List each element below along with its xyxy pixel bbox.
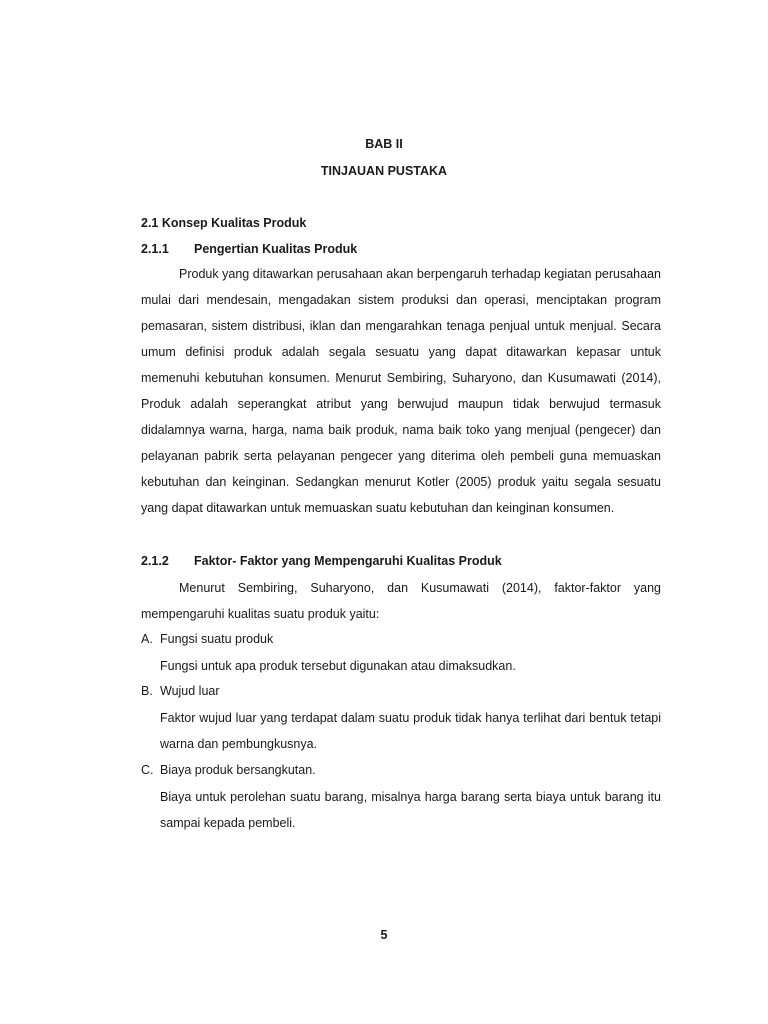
list-item-letter: C. bbox=[141, 763, 154, 777]
section-number: 2.1.2 bbox=[141, 554, 169, 568]
list-item-label bbox=[141, 763, 316, 777]
section-heading-2-1-2 bbox=[141, 554, 502, 568]
chapter-title: TINJAUAN PUSTAKA bbox=[320, 164, 448, 178]
section-number: 2.1.1 bbox=[141, 242, 169, 256]
list-item-label bbox=[141, 632, 273, 646]
section-heading-2-1-1 bbox=[141, 242, 357, 256]
list-item-letter: B. bbox=[141, 684, 153, 698]
list-item-title: Biaya produk bersangkutan. bbox=[160, 763, 316, 777]
list-item-title: Wujud luar bbox=[160, 684, 220, 698]
list-item-body: Fungsi untuk apa produk tersebut digunakan atau dimaksudkan. bbox=[160, 659, 516, 673]
list-item-body: Faktor wujud luar yang terdapat dalam suatu produk tidak hanya terlihat dari bentuk tetapi warna dan pembungkusnya. bbox=[160, 711, 661, 751]
section-heading-2-1: 2.1 Konsep Kualitas Produk bbox=[141, 216, 307, 230]
list-item-title: Fungsi suatu produk bbox=[160, 632, 274, 646]
body-paragraph: Menurut Sembiring, Suharyono, dan Kusumawati (2014), faktor-faktor yang mempengaruhi kualitas suatu produk yaitu: bbox=[141, 581, 661, 621]
list-item-body: Biaya untuk perolehan suatu barang, misalnya harga barang serta biaya untuk barang itu sampai kepada pembeli. bbox=[160, 790, 661, 830]
list-item-label bbox=[141, 684, 220, 698]
page-number: 5 bbox=[380, 928, 388, 942]
chapter-label: BAB II bbox=[365, 137, 403, 151]
section-title: Pengertian Kualitas Produk bbox=[194, 242, 358, 256]
body-paragraph: Produk yang ditawarkan perusahaan akan berpengaruh terhadap kegiatan perusahaan mulai dari mendesain, mengadakan sistem produksi dan operasi, menciptakan program pemasaran, sistem distribusi, iklan dan mengarahkan tenaga penjual untuk menjual. Secara umum definisi produk adalah segala sesuatu yang dapat ditawarkan kepasar untuk memenuhi kebutuhan konsumen. Menurut Sembiring, Suharyono, dan Kusumawati (2014), Produk adalah seperangkat atribut yang berwujud maupun tidak berwujud termasuk didalamnya warna, harga, nama baik produk, nama baik toko yang menjual (pengecer) dan pelayanan pabrik serta pelayanan pengecer yang diterima oleh pembeli guna memuaskan kebutuhan dan keinginan. Sedangkan menurut Kotler (2005) produk yaitu segala sesuatu yang dapat ditawarkan untuk memuaskan suatu kebutuhan dan keinginan konsumen. bbox=[141, 267, 661, 515]
list-item-letter: A. bbox=[141, 632, 153, 646]
section-title: Faktor- Faktor yang Mempengaruhi Kualitas Produk bbox=[194, 554, 502, 568]
